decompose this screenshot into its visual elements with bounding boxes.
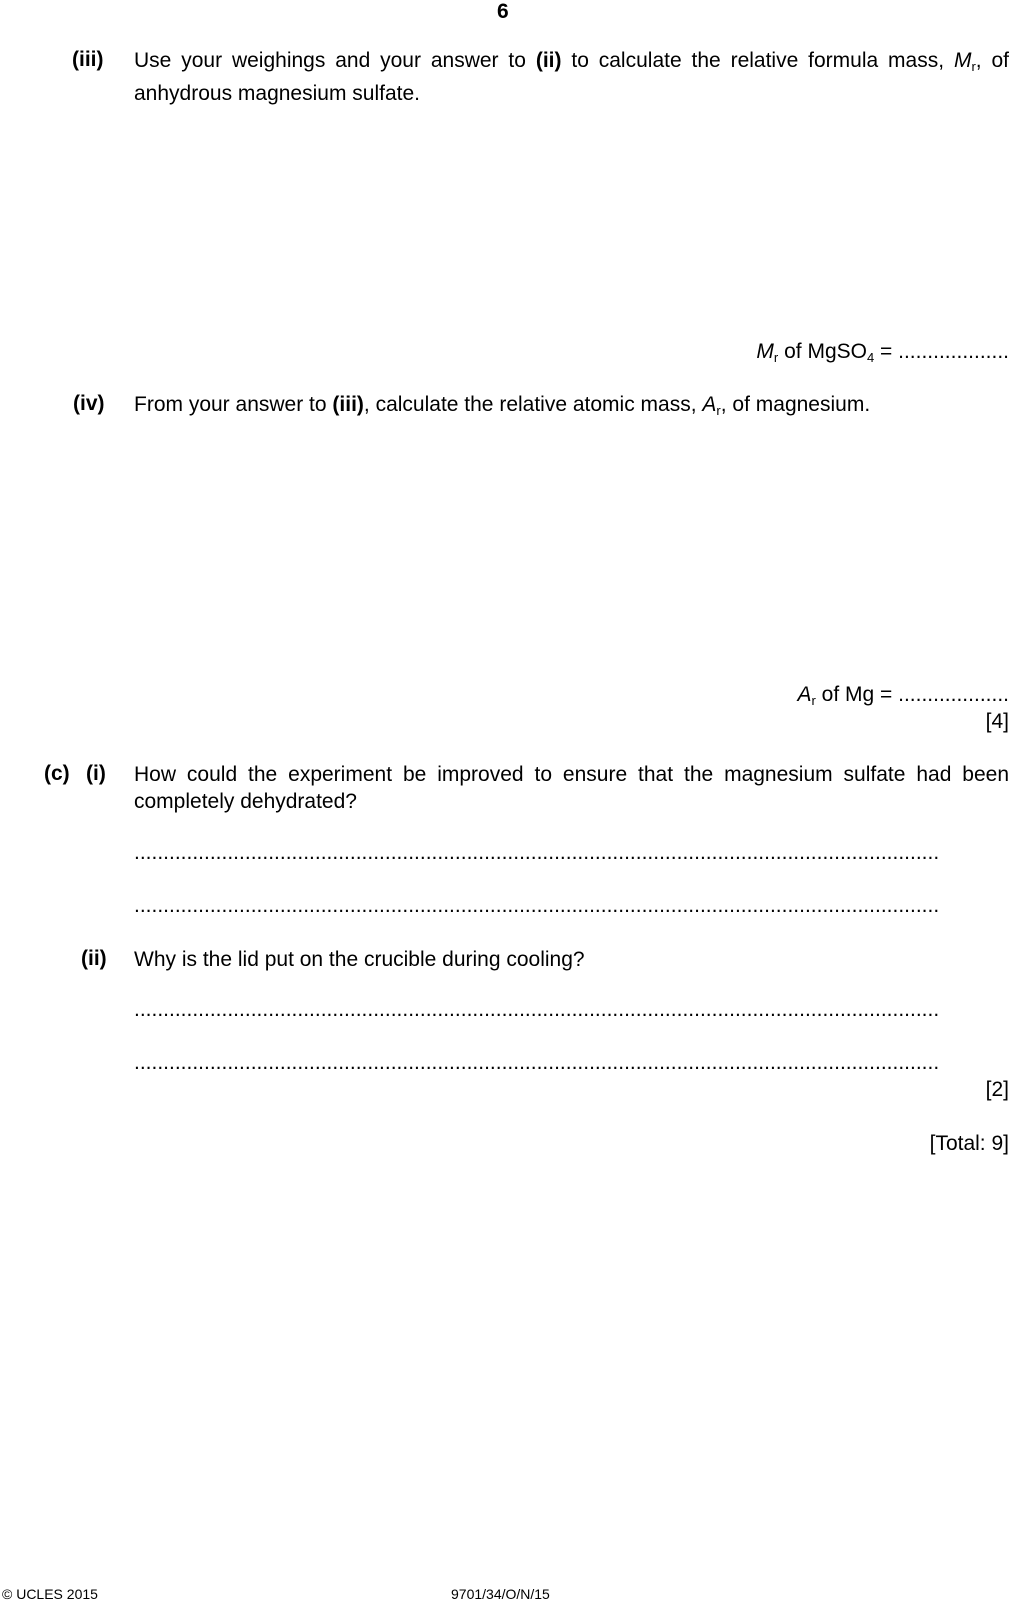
footer-copyright: © UCLES 2015: [2, 1586, 98, 1602]
marks-iv: [4]: [985, 710, 1009, 733]
footer-paper-code: 9701/34/O/N/15: [451, 1586, 550, 1602]
answer-mr-mgso4: $M_r$ of MgSO$_4$ = ...................: [756, 340, 1009, 365]
total-marks: [Total: 9]: [929, 1132, 1009, 1155]
question-label-iv: (iv): [73, 392, 105, 415]
answer-line[interactable]: ..........................................................................................................................................: [134, 894, 940, 917]
question-label-c: (c): [44, 762, 70, 785]
question-label-c-i: (i): [86, 762, 106, 785]
answer-ar-mg: $A_r$ of Mg = ...................: [797, 683, 1009, 708]
question-text-iv: From your answer to (iii), calculate the relative atomic mass, $A_r$, of magnesium.: [134, 393, 871, 418]
marks-c: [2]: [985, 1078, 1009, 1101]
page-number: 6: [497, 0, 509, 23]
question-text-c-i: How could the experiment be improved to ensure that the magnesium sulfate had been completely dehydrated?: [134, 763, 1009, 813]
answer-line[interactable]: ..........................................................................................................................................: [134, 1051, 940, 1074]
answer-line[interactable]: ..........................................................................................................................................: [134, 998, 940, 1021]
question-label-iii: (iii): [72, 48, 104, 71]
question-text-iii: Use your weighings and your answer to (ii) to calculate the relative formula mass, $M_r$, of anhydrous magnesium sulfate.: [134, 49, 1010, 105]
question-label-c-ii: (ii): [81, 947, 107, 970]
question-text-c-ii: Why is the lid put on the crucible during cooling?: [134, 948, 585, 971]
answer-line[interactable]: ..........................................................................................................................................: [134, 841, 940, 864]
